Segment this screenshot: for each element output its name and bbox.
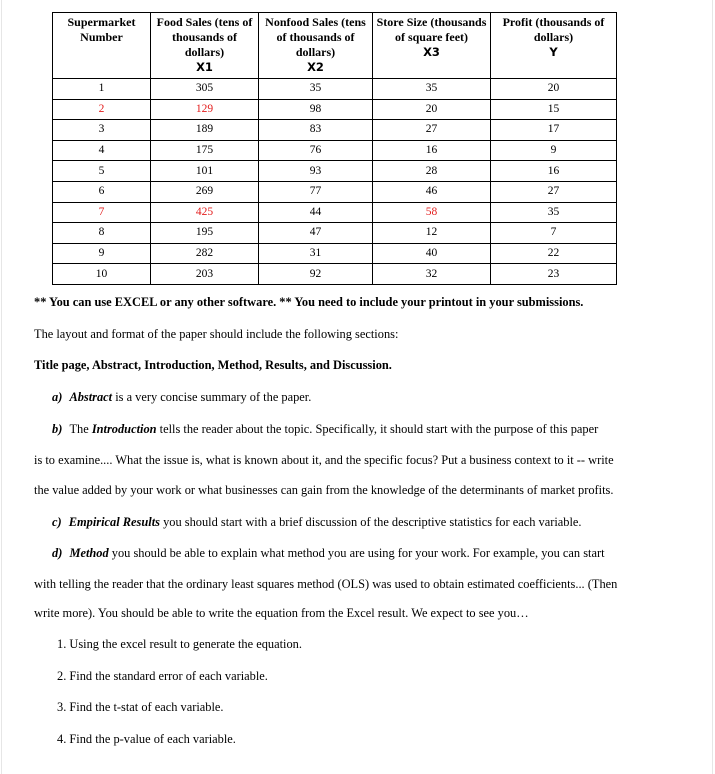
cell-profit: 20 — [491, 79, 617, 100]
cell-food-sales: 129 — [151, 99, 259, 120]
table-row — [53, 99, 617, 120]
cell-profit: 7 — [491, 223, 617, 244]
cell-store-size: 58 — [373, 202, 491, 223]
cell-number: 8 — [53, 223, 151, 244]
table-row — [53, 79, 617, 100]
page-left-edge — [1, 0, 2, 774]
cell-nonfood-sales: 83 — [259, 120, 373, 141]
item-d-term: Method — [69, 546, 109, 560]
cell-profit: 17 — [491, 120, 617, 141]
supermarket-data-table — [52, 12, 617, 285]
table-row — [53, 120, 617, 141]
cell-number: 2 — [53, 99, 151, 120]
cell-nonfood-sales: 47 — [259, 223, 373, 244]
item-d-line3: write more). You should be able to write the equation from the Excel result. We expect to see you… — [34, 606, 529, 620]
cell-number: 9 — [53, 243, 151, 264]
cell-nonfood-sales: 77 — [259, 181, 373, 202]
table-row — [53, 181, 617, 202]
step-item: 4. Find the p-value of each variable. — [57, 732, 236, 746]
cell-store-size: 28 — [373, 161, 491, 182]
cell-food-sales: 195 — [151, 223, 259, 244]
step-item: 1. Using the excel result to generate the equation. — [57, 637, 302, 651]
item-method — [52, 546, 605, 561]
cell-number: 1 — [53, 79, 151, 100]
table-row — [53, 264, 617, 285]
item-b-pre: The — [69, 422, 92, 436]
layout-intro: The layout and format of the paper should include the following sections: — [34, 327, 399, 341]
cell-profit: 15 — [491, 99, 617, 120]
cell-store-size: 20 — [373, 99, 491, 120]
table-row — [53, 161, 617, 182]
item-introduction — [52, 422, 598, 437]
cell-nonfood-sales: 35 — [259, 79, 373, 100]
cell-number: 10 — [53, 264, 151, 285]
cell-number: 4 — [53, 140, 151, 161]
cell-store-size: 32 — [373, 264, 491, 285]
table-header-row — [53, 13, 617, 79]
cell-food-sales: 189 — [151, 120, 259, 141]
page-right-edge — [712, 0, 713, 774]
item-b-term: Introduction — [91, 422, 157, 436]
cell-nonfood-sales: 98 — [259, 99, 373, 120]
cell-food-sales: 101 — [151, 161, 259, 182]
item-d-letter: d) — [52, 546, 63, 560]
step-item: 3. Find the t-stat of each variable. — [57, 700, 224, 714]
cell-food-sales: 203 — [151, 264, 259, 285]
table-row — [53, 202, 617, 223]
cell-number: 3 — [53, 120, 151, 141]
item-abstract — [52, 390, 311, 405]
cell-store-size: 12 — [373, 223, 491, 244]
cell-number: 6 — [53, 181, 151, 202]
header-symbol-x2: X2 — [307, 60, 324, 74]
cell-food-sales: 269 — [151, 181, 259, 202]
cell-food-sales: 175 — [151, 140, 259, 161]
cell-profit: 27 — [491, 181, 617, 202]
item-empirical-results — [52, 515, 582, 530]
header-symbol-x3: X3 — [423, 45, 440, 59]
cell-profit: 16 — [491, 161, 617, 182]
cell-nonfood-sales: 93 — [259, 161, 373, 182]
item-d-line2: with telling the reader that the ordinary least squares method (OLS) was used to obtain estimated coefficients... (Then — [34, 577, 618, 591]
step-item: 2. Find the standard error of each variable. — [57, 669, 268, 683]
table-row — [53, 223, 617, 244]
cell-profit: 23 — [491, 264, 617, 285]
item-b-line2: is to examine.... What the issue is, what is known about it, and the specific focus? Put a business context to it -- write — [34, 453, 614, 467]
sections-list: Title page, Abstract, Introduction, Method, Results, and Discussion. — [34, 358, 392, 372]
item-a-term: Abstract — [69, 390, 113, 404]
table-row — [53, 243, 617, 264]
header-store-size: Store Size (thousands of square feet) X3 — [373, 13, 491, 79]
header-profit: Profit (thousands of dollars) Y — [491, 13, 617, 79]
item-a-text: is a very concise summary of the paper. — [112, 390, 312, 404]
cell-store-size: 35 — [373, 79, 491, 100]
header-symbol-x1: X1 — [196, 60, 213, 74]
cell-food-sales: 282 — [151, 243, 259, 264]
cell-store-size: 27 — [373, 120, 491, 141]
item-b-text1: tells the reader about the topic. Specifically, it should start with the purpose of this paper — [156, 422, 599, 436]
cell-nonfood-sales: 92 — [259, 264, 373, 285]
cell-nonfood-sales: 76 — [259, 140, 373, 161]
header-symbol-y: Y — [549, 45, 558, 59]
item-b-line3: the value added by your work or what businesses can gain from the knowledge of the determinants of market profits. — [34, 483, 614, 497]
table-row — [53, 140, 617, 161]
item-d-text1: you should be able to explain what method you are using for your work. For example, you can start — [108, 546, 605, 560]
header-supermarket-number: Supermarket Number — [53, 13, 151, 79]
cell-profit: 22 — [491, 243, 617, 264]
cell-food-sales: 305 — [151, 79, 259, 100]
cell-profit: 9 — [491, 140, 617, 161]
item-c-letter: c) — [52, 515, 62, 529]
cell-number: 5 — [53, 161, 151, 182]
item-c-text: you should start with a brief discussion of the descriptive statistics for each variable. — [159, 515, 582, 529]
cell-nonfood-sales: 31 — [259, 243, 373, 264]
cell-store-size: 40 — [373, 243, 491, 264]
software-note: ** You can use EXCEL or any other software. ** You need to include your printout in your submissions. — [34, 295, 584, 309]
item-c-term: Empirical Results — [68, 515, 160, 529]
cell-number: 7 — [53, 202, 151, 223]
cell-nonfood-sales: 44 — [259, 202, 373, 223]
header-nonfood-sales: Nonfood Sales (tens of thousands of dollars) X2 — [259, 13, 373, 79]
item-b-letter: b) — [52, 422, 63, 436]
cell-store-size: 46 — [373, 181, 491, 202]
cell-food-sales: 425 — [151, 202, 259, 223]
item-a-letter: a) — [52, 390, 63, 404]
header-food-sales: Food Sales (tens of thousands of dollars) X1 — [151, 13, 259, 79]
cell-store-size: 16 — [373, 140, 491, 161]
cell-profit: 35 — [491, 202, 617, 223]
